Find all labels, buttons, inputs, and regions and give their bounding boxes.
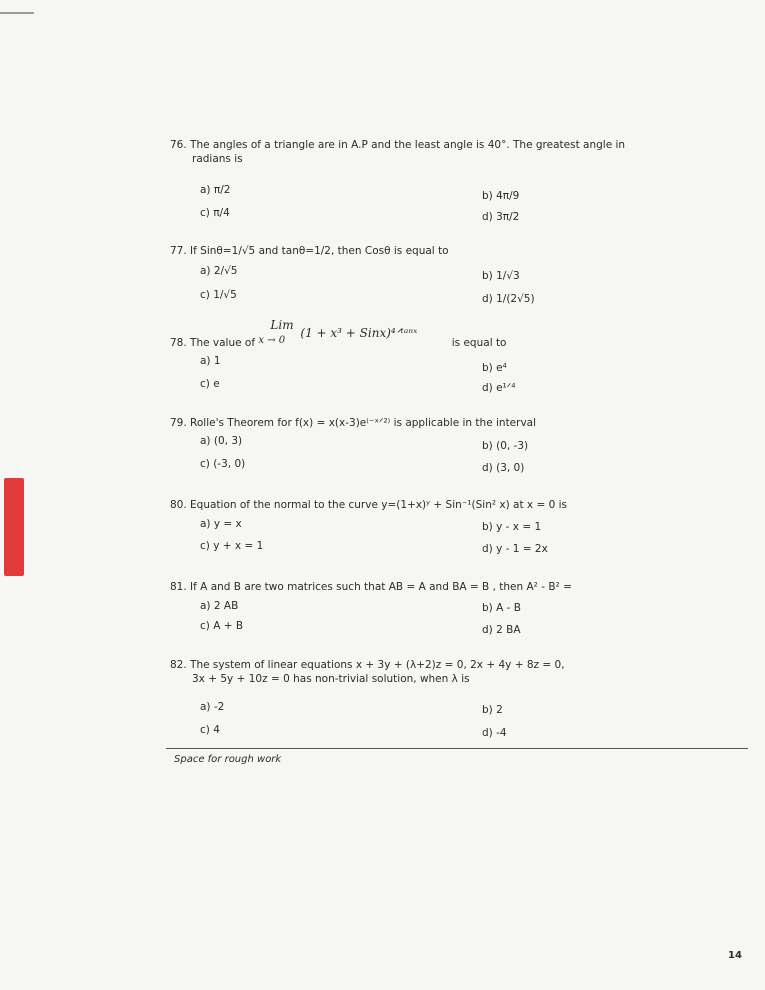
option-d: d) 1/(2√5) (482, 293, 535, 305)
lim-word: Lim (270, 318, 294, 332)
question-text: The angles of a triangle are in A.P and the least angle is 40°. The greatest angle in (190, 139, 626, 151)
question-number: 82. (170, 659, 187, 671)
question-number: 81. (170, 581, 187, 593)
footer-divider (166, 748, 748, 749)
question-stem (170, 498, 755, 512)
question-79 (170, 416, 755, 474)
question-text: If A and B are two matrices such that AB = A and BA = B , then A² - B² = (190, 581, 572, 593)
question-80 (170, 498, 755, 555)
option-a: a) y = x (200, 518, 242, 530)
option-d: d) (3, 0) (482, 462, 525, 474)
question-number: 76. (170, 139, 187, 151)
question-text: Rolle's Theorem for f(x) = x(x-3)e⁽⁻ˣᐟ²⁾ is applicable in the interval (190, 417, 537, 429)
option-d: d) y - 1 = 2x (482, 543, 548, 555)
option-c: c) y + x = 1 (200, 540, 264, 552)
option-b: b) 4π/9 (482, 190, 520, 202)
option-a: a) -2 (200, 701, 225, 713)
question-number: 80. (170, 499, 187, 511)
question-stem (170, 416, 755, 430)
lim-subscript: x → 0 (258, 335, 286, 346)
limit-expression (258, 318, 448, 358)
question-text: The system of linear equations x + 3y + (λ+2)z = 0, 2x + 4y + 8z = 0, (190, 659, 565, 671)
question-81 (170, 580, 755, 636)
question-stem (170, 138, 755, 152)
option-a: a) 2/√5 (200, 265, 238, 277)
option-d: d) 3π/2 (482, 211, 520, 223)
lim-function: (1 + x³ + Sinx)⁴ᐟᵗᵃⁿˣ (300, 326, 418, 340)
option-d: d) -4 (482, 727, 507, 739)
option-c: c) (-3, 0) (200, 458, 246, 470)
question-stem (170, 318, 755, 358)
option-d: d) 2 BA (482, 624, 521, 636)
option-c: c) A + B (200, 620, 244, 632)
question-number: 78. (170, 337, 187, 349)
option-a: a) 1 (200, 355, 221, 367)
option-b: b) 2 (482, 704, 503, 716)
option-c: c) 4 (200, 724, 220, 736)
option-d: d) e¹ᐟ⁴ (482, 382, 516, 394)
option-b: b) 1/√3 (482, 270, 520, 282)
question-76 (170, 138, 755, 223)
corner-mark (0, 12, 34, 14)
question-text: Equation of the normal to the curve y=(1+x)ʸ + Sin⁻¹(Sin² x) at x = 0 is (190, 499, 568, 511)
question-text-end: is equal to (451, 337, 507, 349)
question-stem (170, 244, 755, 258)
question-number: 79. (170, 417, 187, 429)
question-text-continued: 3x + 5y + 10z = 0 has non-trivial solution, when λ is (192, 673, 470, 685)
rough-work-label: Space for rough work (174, 754, 282, 765)
question-text-continued: radians is (192, 153, 243, 165)
question-stem (170, 580, 755, 594)
option-a: a) (0, 3) (200, 435, 243, 447)
option-c: c) 1/√5 (200, 289, 237, 301)
option-a: a) 2 AB (200, 600, 239, 612)
option-b: b) A - B (482, 602, 521, 614)
option-a: a) π/2 (200, 184, 231, 196)
option-b: b) (0, -3) (482, 440, 529, 452)
question-number: 77. (170, 245, 187, 257)
question-78 (170, 318, 755, 394)
option-c: c) π/4 (200, 207, 230, 219)
option-b: b) y - x = 1 (482, 521, 542, 533)
option-b: b) e⁴ (482, 362, 507, 374)
question-text: If Sinθ=1/√5 and tanθ=1/2, then Cosθ is equal to (190, 245, 449, 257)
option-c: c) e (200, 378, 220, 390)
page-number: 14 (728, 950, 742, 961)
question-text: The value of (190, 337, 256, 349)
question-77 (170, 244, 755, 305)
question-82 (170, 658, 755, 739)
red-binding-tab (4, 478, 24, 576)
question-stem (170, 658, 755, 672)
